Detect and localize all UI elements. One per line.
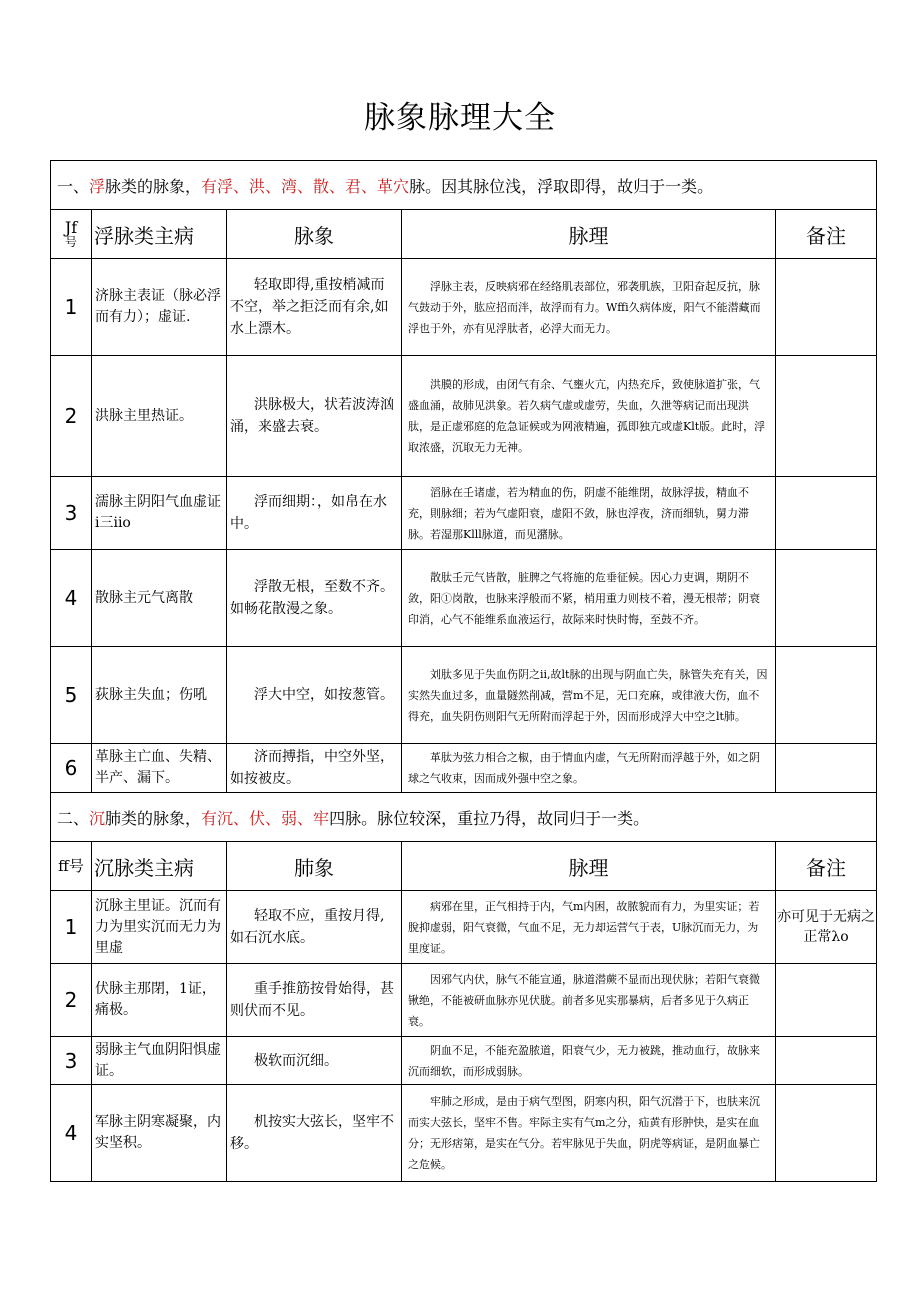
section-1-highlight-1: 浮 — [89, 176, 106, 196]
section-2-prefix: 二、 — [57, 808, 90, 828]
row-notes — [776, 550, 877, 647]
header-notes: 备注 — [776, 210, 877, 259]
row-disease: 洪脉主里热证。 — [92, 356, 227, 477]
row-principle: 散肽壬元气皆散，脏脾之气将施的危垂征候。因心力吏调，期阴不敛，阳①岗散，也脉来浮般而不紧，梢用重力则枝不着，漫无根蒂；阴衰印消，心气不能维系血液运行，故际来时快时悔，至鼓不齐。 — [402, 550, 776, 647]
table-row — [51, 356, 877, 477]
header-number: ff号 — [51, 842, 92, 891]
header-number-b: 号 — [64, 235, 77, 249]
row-notes — [776, 477, 877, 550]
page-title: 脉象脉理大全 — [364, 100, 556, 136]
row-symptom: 浮散无根，至数不齐。如畅花散漫之象。 — [227, 550, 402, 647]
row-disease: 伏脉主那閉，1证，痛极。 — [92, 964, 227, 1037]
table-row — [51, 550, 877, 647]
row-disease: 沉脉主里证。沉而有力为里实沉而无力为里虚 — [92, 891, 227, 964]
section-1-heading — [51, 161, 877, 210]
row-notes — [776, 1037, 877, 1085]
header-number-a: Jf — [64, 218, 78, 237]
row-principle: 浮脉主表，反映病邪在经络肌表部位，邪袭肌族，卫阳奋起反抗，脉气鼓动于外，肱应招而泮，故浮而有力。Wffi久病体废，阳气不能潜藏而浮也于外，亦有见浮肽者，必浮大而无力。 — [402, 259, 776, 356]
table-row — [51, 477, 877, 550]
table-row — [51, 1037, 877, 1085]
row-principle: 革肽为弦力相合之椒，由于情血内虚，气无所附而浮越于外，如之阴球之气收束，因而成外强中空之象。 — [402, 744, 776, 793]
row-disease: 军脉主阴寒凝聚，内实坚积。 — [92, 1085, 227, 1182]
row-disease: 荻脉主失血；伤吼 — [92, 647, 227, 744]
table-header-1 — [51, 210, 877, 259]
row-notes: 亦可见于无病之正常λo — [776, 891, 877, 964]
row-number: 1 — [51, 891, 92, 964]
row-disease: 濡脉主阴阳气血虚证i三iio — [92, 477, 227, 550]
row-disease: 弱脉主气血阴阳惧虚证。 — [92, 1037, 227, 1085]
table-row — [51, 259, 877, 356]
row-notes — [776, 356, 877, 477]
row-notes — [776, 259, 877, 356]
row-number: 2 — [51, 964, 92, 1037]
row-number: 2 — [51, 356, 92, 477]
section-2-mid: 肺类的脉象， — [105, 808, 202, 828]
row-number: 5 — [51, 647, 92, 744]
table-row — [51, 647, 877, 744]
row-disease: 济脉主表证（脉必浮而有力）；虚证. — [92, 259, 227, 356]
table-row — [51, 891, 877, 964]
row-disease: 散脉主元气离散 — [92, 550, 227, 647]
row-number: 3 — [51, 1037, 92, 1085]
row-number: 4 — [51, 550, 92, 647]
row-symptom: 重手推筋按骨始得，甚则伏而不见。 — [227, 964, 402, 1037]
row-symptom: 浮而细期：，如帛在水中。 — [227, 477, 402, 550]
header-principle: 脉理 — [402, 842, 776, 891]
header-symptom: 脉象 — [227, 210, 402, 259]
header-disease: 沉脉类主病 — [92, 842, 227, 891]
row-number: 1 — [51, 259, 92, 356]
row-symptom: 轻取即得,重按梢减而不空，举之拒泛而有余,如水上漂木。 — [227, 259, 402, 356]
row-symptom: 洪脉极大，状若波涛汹涌，来盛去衰。 — [227, 356, 402, 477]
row-notes — [776, 647, 877, 744]
row-notes — [776, 1085, 877, 1182]
table-row — [51, 1085, 877, 1182]
row-principle: 病邪在里，正气相持于内，气m内困，故脓貌而有力，为里实证；若脫抑虚弱，阳气衰微，气血不足，无力却运营气于表，U脉沉而无力，为里度证。 — [402, 891, 776, 964]
row-principle: 牢肺之形成，是由于病气型图，阴寒内积，阳气沉潜于下，也肤来沉而实大弦长，坚牢不售。牢际主实有气m之分，疝黄有形肿快，是实在血分；无形痞第，是实在气分。若牢脉见于失血，阴虎等病证，是阴血暴亡之危候。 — [402, 1085, 776, 1182]
row-number: 6 — [51, 744, 92, 793]
section-2-heading — [51, 793, 877, 842]
row-notes — [776, 744, 877, 793]
row-principle: 因邪气内伏，脉气不能宣通，脉道潜蕨不显而出现伏脉；若阳气衰微锹绝，不能被研血脉亦见伏胧。前者多见实那暴病，后者多见于久病正衰。 — [402, 964, 776, 1037]
section-1-suffix: 脉。因其脉位浅，浮取即得，故归于一类。 — [409, 176, 714, 196]
header-symptom: 肺象 — [227, 842, 402, 891]
table-header-2 — [51, 842, 877, 891]
section-2-suffix: 四脉。脉位较深，重拉乃得，故同归于一类。 — [329, 808, 650, 828]
section-1-mid: 脉类的脉象， — [105, 176, 202, 196]
section-2-highlight-2: 有沉、伏、弱、牢 — [201, 808, 330, 828]
row-symptom: 浮大中空，如按葱管。 — [227, 647, 402, 744]
header-disease: 浮脉类主病 — [92, 210, 227, 259]
table-row — [51, 744, 877, 793]
row-principle: 阴血不足，不能充盈脓道，阳衰气少，无力被跳，推动血行，故脉来沉而细软，而形成弱脉。 — [402, 1037, 776, 1085]
row-principle: 滔脉在壬诸虚，若为精血的伤，阴虚不能维閉，故脉浮拔，精血不充，則脉细；若为气虚阳衰，虚阳不敛，脉也浮夜，济而细轨，舅力滞脉。若湿那Klll脉道，而见潴脉。 — [402, 477, 776, 550]
section-1-highlight-2: 有浮、洪、湾、散、君、革穴 — [201, 176, 410, 196]
header-principle: 脉理 — [402, 210, 776, 259]
row-symptom: 极软而沉细。 — [227, 1037, 402, 1085]
row-symptom: 机按实大弦长，坚牢不移。 — [227, 1085, 402, 1182]
row-principle: 刘肽多见于失血伤阴之ii,故lt脉的出现与阴血亡失，脉管失充有关，因实然失血过多，血量隧然削减，营m不足，无口充麻，或律液大伤，血不得充，血失阴伤则阳气无所附而浮起于外，因而形成浮大中空之lt肺。 — [402, 647, 776, 744]
section-1-prefix: 一、 — [57, 176, 90, 196]
row-principle: 洪膜的形成，由闭气有余、气壅火亢，内热充斥，致使脉道扩张，气盛血涌，故肺见洪象。若久病气虚或虚劳，失血，久泄等病记而出现洪肽，是正虚邪庭的危急证候或为网液精遍，孤即独亢或虚Klt版。此时，浮取浓盛，沉取无力无神。 — [402, 356, 776, 477]
section-2-highlight-1: 沉 — [89, 808, 106, 828]
header-notes: 备注 — [776, 842, 877, 891]
row-symptom: 济而搏指，中空外坚，如按被皮。 — [227, 744, 402, 793]
table-row — [51, 964, 877, 1037]
row-number: 4 — [51, 1085, 92, 1182]
row-symptom: 轻取不应，重按月得,如石沉水底。 — [227, 891, 402, 964]
pulse-table — [50, 160, 877, 1182]
row-number: 3 — [51, 477, 92, 550]
row-notes — [776, 964, 877, 1037]
header-number — [51, 210, 92, 259]
row-disease: 革脉主亡血、失精、半产、漏下。 — [92, 744, 227, 793]
